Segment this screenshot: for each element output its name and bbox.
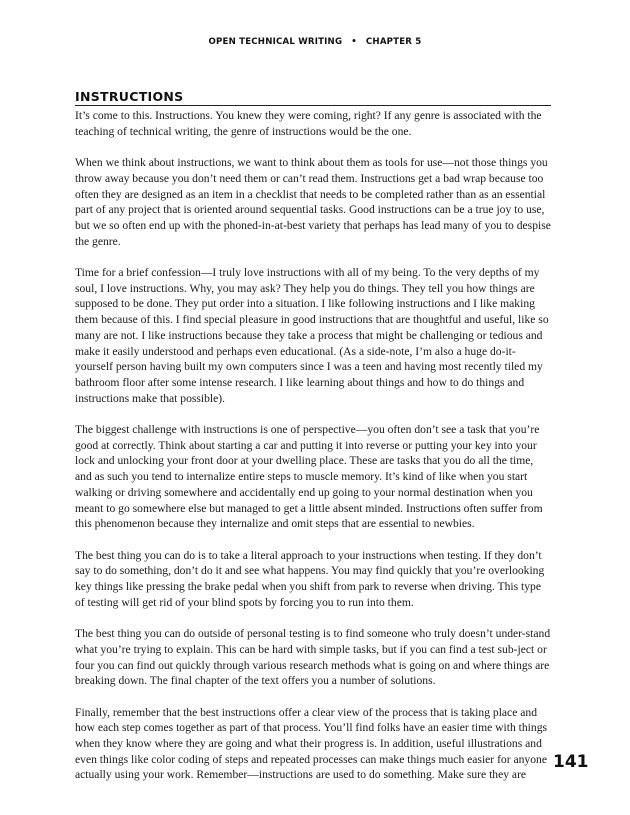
body-text xyxy=(75,108,551,799)
page-number: 141 xyxy=(553,752,589,772)
paragraph: When we think about instructions, we want to think about them as tools for use—not those things you throw away because you don’t need them or can’t read them. Instructions get a bad wrap because too often they are designed as an item in a checklist that needs to be completed rather than as an essential part of any project that is oriented around sequential tasks. Good instructions can be a true joy to use, but we so often end up with the phoned-in-at-best variety that perhaps has lead many of you to despise the genre. xyxy=(75,156,551,248)
paragraph: It’s come to this. Instructions. You knew they were coming, right? If any genre is associated with the teaching of technical writing, the genre of instructions would be the one. xyxy=(75,109,542,138)
section-heading: INSTRUCTIONS xyxy=(75,90,551,106)
running-header xyxy=(0,37,630,47)
running-header-separator: • xyxy=(351,37,357,47)
paragraph: The best thing you can do outside of personal testing is to find someone who truly doesn’t under-stand what you’re trying to explain. This can be hard with simple tasks, but if you can find a test sub-ject or four you can find out quickly through various research methods what is going on and where things are breaking down. The final chapter of the text offers you a number of solutions. xyxy=(75,627,551,688)
running-header-book-title: OPEN TECHNICAL WRITING xyxy=(208,37,343,47)
running-header-chapter: CHAPTER 5 xyxy=(365,37,422,47)
paragraph: Finally, remember that the best instructions offer a clear view of the process that is taking place and how each step comes together as part of that process. You’ll find folks have an easier time with things when they know where they are going and what their progress is. In addition, useful illustrations and even things like color coding of steps and repeated processes can make things much easier for anyone actually using your work. Remember—instructions are used to do something. Make sure they are xyxy=(75,705,548,782)
paragraph: Time for a brief confession—I truly love instructions with all of my being. To the very depths of my soul, I love instructions. Why, you may ask? They help you do things. They tell you how things are supposed to be done. They put order into a situation. I like following instructions and I like making them because of this. I find special pleasure in good instructions that are thoughtful and useful, like so many are not. I like instructions because they take a process that might be challenging or tedious and make it easily understood and perhaps even educational. (As a side-note, I’m also a huge do-it-yourself person having built my own computers since I was a teen and having most recently tiled my bathroom floor after some intense research. I like learning about things and how to do things and instructions make that possible). xyxy=(75,266,549,405)
paragraph: The biggest challenge with instructions is one of perspective—you often don’t see a task that you’re good at correctly. Think about starting a car and putting it into reverse or putting your key into your lock and unlocking your front door at your dwelling place. These are tasks that you do all the time, and as such you tend to internalize entire steps to muscle memory. It’s kind of like when you start walking or driving somewhere and accidentally end up going to your normal destination when you meant to go somewhere else but managed to get a little absent minded. Instructions often suffer from this phenomenon because they internalize and omit steps that are essential to newbies. xyxy=(75,423,543,531)
paragraph: The best thing you can do is to take a literal approach to your instructions when testing. If they don’t say to do something, don’t do it and see what happens. You may find quickly that you’re overlooking key things like pressing the brake pedal when you shift from park to reverse when driving. This type of testing will get rid of your blind spots by forcing you to run into them. xyxy=(75,548,545,609)
